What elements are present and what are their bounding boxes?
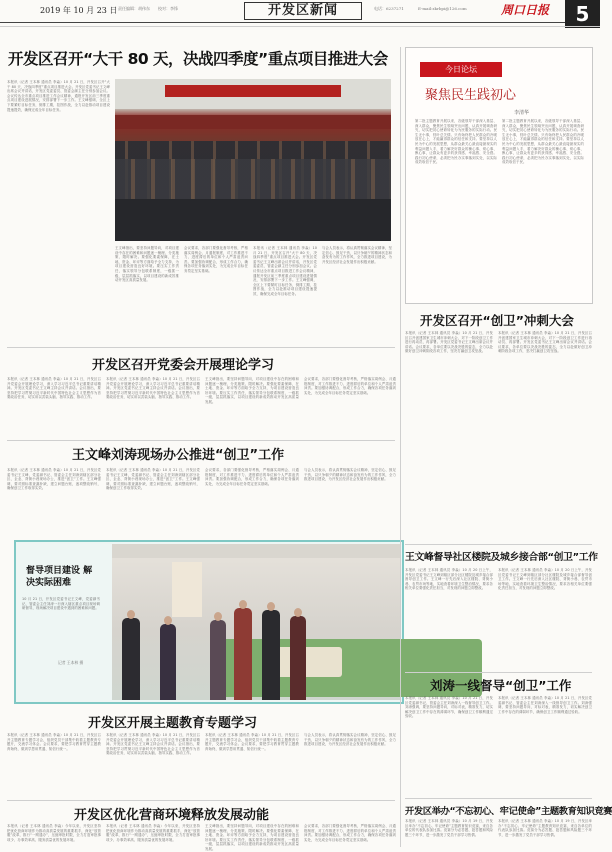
section-title: 开发区新闻 xyxy=(244,2,362,20)
business-environment-headline: 开发区优化营商环境释放发展动能 xyxy=(74,808,270,823)
theme-education-col3: 本报讯（记者 王本林 通讯员 李淼）10 月 21 日，开发区召开主题教育专题学习会，组织党员干部集中收看主题教育专题片，交流学习体会。会议要求，要把学习教育贯穿主题教育始终，做到学思用贯通、知信行统一。 xyxy=(205,733,299,751)
commentary-col2: 第二批主题教育开展以来，各级领导干部深入基层、深入群众，聚焦民生领域突出问题，认真开展调查研究，切实把初心使命转化为为民服务的实际行动。民生无小事，枝叶总关情。只有始终把人民群众的冷暖放在心上，才能赢得群众的信任和支持。要坚持以人民为中心的发展思想，从群众最关心最直接最现实的利益问题入手，着力解决好群众的操心事、烦心事、揪心事，让群众有更多的获得感、幸福感、安全感。践行初心使命，必须把为民办实事落到实处，以实际成效取信于民。 xyxy=(502,119,584,165)
onsite-office-col3: 会议要求，各部门要强化督导考核，严格落实周例会、月通报制度，对工作推进不力、进度滞后的单位和个人严肃追责问责。要加强协调配合，形成工作合力，确保各项任务落到实处，为完成全年目标任务奠定坚实基础。 xyxy=(205,468,299,486)
community-supervision-headline: 王文峰督导社区楼院及城乡接合部“创卫”工作 xyxy=(405,552,598,563)
party-study-col1: 本报讯（记者 王本林 通讯员 李淼）10 月 21 日，开发区召开党委会开展理论学习，深入学习习近平总书记重要讲话精神。开发区党委书记王文峰主持会议并讲话。会议指出，要坚持把学习贯彻习近平新时代中国特色社会主义思想作为首要政治任务，切实用以武装头脑、指导实践、推动工作。 xyxy=(7,377,101,400)
header-rule-thin xyxy=(0,26,600,27)
commentary-title: 聚焦民生践初心 xyxy=(425,88,517,103)
main-article-col5: 与会人员表示，将认真贯彻落实会议精神，坚定信心、鼓足干劲，以只争朝夕的精神状态和奋发有为的工作作风，全力推进项目建设，为开发区经济社会发展作出积极贡献。 xyxy=(322,246,392,264)
commentary-author: 李清华 xyxy=(514,110,530,116)
header-rule xyxy=(0,22,565,23)
knowledge-contest-headline: 开发区举办“不忘初心、牢记使命”主题教育知识竞赛 xyxy=(405,806,612,817)
liu-supervision-headline: 刘涛一线督导“创卫”工作 xyxy=(430,678,572,693)
community-supervision-col1: 本报讯（记者 王本林 通讯员 李淼）10 月 20 日上午，开发区党委书记王文峰到辖区部分社区楼院及城乡接合部督导创卫工作。王文峰一行先后深入社区楼院、背街小巷、农贸市场等地，实地查看环境卫生整治情况，要求各相关单位要强化责任担当，对发现的问题立即整改。 xyxy=(405,568,493,591)
commentary-col1: 第二批主题教育开展以来，各级领导干部深入基层、深入群众，聚焦民生领域突出问题，认真开展调查研究，切实把初心使命转化为为民服务的实际行动。民生无小事，枝叶总关情。只有始终把人民群众的冷暖放在心上，才能赢得群众的信任和支持。要坚持以人民为中心的发展思想，从群众最关心最直接最现实的利益问题入手，着力解决好群众的操心事、烦心事、揪心事，让群众有更多的获得感、幸福感、安全感。践行初心使命，必须把为民办实事落到实处，以实际成效取信于民。 xyxy=(415,119,497,165)
chuangwei-rally-col2: 本报讯（记者 王本林 通讯员 李淼）10 月 21 日，开发区召开创建国家卫生城市冲刺大会，对下一阶段创卫工作进行再动员、再部署。开发区党委书记王文峰出席会议并讲话。会议要求，各单位要以决战决胜的姿态，全力以赴做好创卫冲刺阶段各项工作，坚决打赢创卫攻坚战。 xyxy=(498,331,592,354)
business-environment-col1: 本报讯（记者 王本林 通讯员 李淼）今年以来，开发区坚持把优化营商环境作为推动高质量发展的重要抓手，深化“放管服”改革，推行“一网通办”，压缩审批时限，全力打造审批事项少、办事效率高、服务质量优的发展环境。 xyxy=(7,824,101,842)
divider xyxy=(7,440,395,441)
party-study-headline: 开发区召开党委会开展理论学习 xyxy=(92,358,275,373)
main-article-col1: 本报讯（记者 王本林 通讯员 李淼）10 月 21 日，开发区召开“大干 80 天，决战四季度”重点项目推进大会。开发区党委书记王文峰出席会议并讲话，开发区党委委员、管委会副主任分别参加会议。会议传达全市重点项目推进工作会议精神，通报开发区前三季度重点项目建设进展情况，安排部署下一步工作。王文峰强调，全区上下要紧盯目标任务，倒排工期，挂图作战，全力以赴推动项目建设提速提效，确保完成全年目标任务。 xyxy=(7,80,110,112)
photo-caption-title: 督导项目建设 解决实际困难 xyxy=(26,566,93,588)
main-article-col2: 王文峰指出，要坚持问题导向，对项目建设中存在的困难和问题逐一梳理、分类施策、限时解决。要强化要素保障，在土地、资金、环评等方面给予全力支持，为项目建设营造良好环境。要压实工作责任，落实领导分包联系制度，一级抓一级，层层抓落实，以项目建设的新成效推动开发区高质量发展。 xyxy=(115,246,179,283)
knowledge-contest-col1: 本报讯（记者 王本林 通讯员 李淼）10 月 19 日，开发区举办“不忘初心、牢记使命”主题教育知识竞赛，来自各单位的代表队参加比赛。竞赛分为必答题、抢答题和风险题三个环节，进一步激发了党员干部学习热情。 xyxy=(405,819,493,837)
phone-credit: 电话：6237271 xyxy=(374,6,404,11)
onsite-office-col1: 本报讯（记者 王本林 通讯员 李淼）10 月 21 日，开发区党委书记王文峰，党委副书记、管委会主任刘涛到辖区部分社区、企业、背街小巷现场办公，推进“创卫”工作。王文峰强调，要对照标准查漏补缺，建立问题台账，逐项整改销号，确保创卫工作取得实效。 xyxy=(7,468,101,491)
chuangwei-rally-headline: 开发区召开“创卫”冲刺大会 xyxy=(420,313,574,328)
onsite-office-headline: 王文峰刘涛现场办公推进“创卫”工作 xyxy=(72,448,285,463)
theme-education-col4: 与会人员表示，将认真贯彻落实会议精神，坚定信心、鼓足干劲，以只争朝夕的精神状态和奋发有为的工作作风，全力推进项目建设，为开发区经济社会发展作出积极贡献。 xyxy=(304,733,396,747)
community-supervision-col2: 本报讯（记者 王本林 通讯员 李淼）10 月 20 日上午，开发区党委书记王文峰到辖区部分社区楼院及城乡接合部督导创卫工作。王文峰一行先后深入社区楼院、背街小巷、农贸市场等地，实地查看环境卫生整治情况，要求各相关单位要强化责任担当，对发现的问题立即整改。 xyxy=(498,568,592,591)
divider xyxy=(405,544,592,545)
divider xyxy=(7,800,395,801)
onsite-office-col2: 本报讯（记者 王本林 通讯员 李淼）10 月 21 日，开发区党委书记王文峰，党委副书记、管委会主任刘涛到辖区部分社区、企业、背街小巷现场办公，推进“创卫”工作。王文峰强调，要对照标准查漏补缺，建立问题台账，逐项整改销号，确保创卫工作取得实效。 xyxy=(106,468,200,491)
business-environment-col4: 会议要求，各部门要强化督导考核，严格落实周例会、月通报制度，对工作推进不力、进度滞后的单位和个人严肃追责问责。要加强协调配合，形成工作合力，确保各项任务落到实处，为完成全年目标任务奠定坚实基础。 xyxy=(304,824,396,842)
party-study-col3: 王文峰指出，要坚持问题导向，对项目建设中存在的困难和问题逐一梳理、分类施策、限时解决。要强化要素保障，在土地、资金、环评等方面给予全力支持，为项目建设营造良好环境。要压实工作责任，落实领导分包联系制度，一级抓一级，层层抓落实，以项目建设的新成效推动开发区高质量发展。 xyxy=(205,377,299,404)
commentary-tag: 今日论坛 xyxy=(420,62,502,77)
email-credit: E-mail:zkrbpi@126.com xyxy=(418,6,467,11)
onsite-office-col4: 与会人员表示，将认真贯彻落实会议精神，坚定信心、鼓足干劲，以只争朝夕的精神状态和奋发有为的工作作风，全力推进项目建设，为开发区经济社会发展作出积极贡献。 xyxy=(304,468,396,482)
page-number: 5 xyxy=(565,0,600,28)
business-environment-col3: 王文峰指出，要坚持问题导向，对项目建设中存在的困难和问题逐一梳理、分类施策、限时解决。要强化要素保障，在土地、资金、环评等方面给予全力支持，为项目建设营造良好环境。要压实工作责任，落实领导分包联系制度，一级抓一级，层层抓落实，以项目建设的新成效推动开发区高质量发展。 xyxy=(205,824,299,851)
main-article-col3: 会议要求，各部门要强化督导考核，严格落实周例会、月通报制度，对工作推进不力、进度滞后的单位和个人严肃追责问责。要加强协调配合，形成工作合力，确保各项任务落到实处，为完成全年目标任务奠定坚实基础。 xyxy=(184,246,248,273)
issue-date: 2019 年 10 月 23 日 xyxy=(40,6,118,15)
divider xyxy=(7,347,395,348)
meeting-photo xyxy=(115,79,391,241)
party-study-col2: 本报讯（记者 王本林 通讯员 李淼）10 月 21 日，开发区召开党委会开展理论学习，深入学习习近平总书记重要讲话精神。开发区党委书记王文峰主持会议并讲话。会议指出，要坚持把学习贯彻习近平新时代中国特色社会主义思想作为首要政治任务，切实用以武装头脑、指导实践、推动工作。 xyxy=(106,377,200,400)
party-study-col4: 会议要求，各部门要强化督导考核，严格落实周例会、月通报制度，对工作推进不力、进度滞后的单位和个人严肃追责问责。要加强协调配合，形成工作合力，确保各项任务落到实处，为完成全年目标任务奠定坚实基础。 xyxy=(304,377,396,395)
main-headline: 开发区召开“大干 80 天，决战四季度”重点项目推进大会 xyxy=(8,50,388,68)
editor-credit: 责任编辑：胡伟东 xyxy=(118,6,150,11)
main-article-col4: 本报讯（记者 王本林 通讯员 李淼）10 月 21 日，开发区召开“大干 80 天，决战四季度”重点项目推进大会。开发区党委书记王文峰出席会议并讲话，开发区党委委员、管委会副主任分别参加会议。会议传达全市重点项目推进工作会议精神，通报开发区前三季度重点项目建设进展情况，安排部署下一步工作。王文峰强调，全区上下要紧盯目标任务，倒排工期，挂图作战，全力以赴推动项目建设提速提效，确保完成全年目标任务。 xyxy=(253,246,317,296)
column-divider xyxy=(400,47,401,847)
photo-caption-text: 10 月 21 日，开发区党委书记王文峰，党委副书记、管委会主任刘涛一行深入辖区重点项目现场调研督导，现场解决项目建设中遇到的困难和问题。 xyxy=(22,597,100,611)
newspaper-logo: 周口日报 xyxy=(501,3,550,17)
liu-supervision-col2: 本报讯（记者 王本林 通讯员 李淼）10 月 21 日，开发区党委副书记、管委会主任刘涛深入一线督导创卫工作。刘涛强调，要坚持问题导向，对标对表，精准发力，切实解决创卫工作中存在的薄弱环节，确保创卫工作顺利通过验收。 xyxy=(498,696,592,714)
theme-education-headline: 开发区开展主题教育专题学习 xyxy=(88,716,258,731)
theme-education-col1: 本报讯（记者 王本林 通讯员 李淼）10 月 21 日，开发区召开主题教育专题学习会，组织党员干部集中收看主题教育专题片，交流学习体会。会议要求，要把学习教育贯穿主题教育始终，做到学思用贯通、知信行统一。 xyxy=(7,733,101,751)
liu-supervision-col1: 本报讯（记者 王本林 通讯员 李淼）10 月 21 日，开发区党委副书记、管委会主任刘涛深入一线督导创卫工作。刘涛强调，要坚持问题导向，对标对表，精准发力，切实解决创卫工作中存在的薄弱环节，确保创卫工作顺利通过验收。 xyxy=(405,696,493,719)
divider xyxy=(405,672,592,673)
knowledge-contest-col2: 本报讯（记者 王本林 通讯员 李淼）10 月 19 日，开发区举办“不忘初心、牢记使命”主题教育知识竞赛，来自各单位的代表队参加比赛。竞赛分为必答题、抢答题和风险题三个环节，进一步激发了党员干部学习热情。 xyxy=(498,819,592,837)
chuangwei-rally-col1: 本报讯（记者 王本林 通讯员 李淼）10 月 21 日，开发区召开创建国家卫生城市冲刺大会，对下一阶段创卫工作进行再动员、再部署。开发区党委书记王文峰出席会议并讲话。会议要求，各单位要以决战决胜的姿态，全力以赴做好创卫冲刺阶段各项工作，坚决打赢创卫攻坚战。 xyxy=(405,331,493,354)
photo-byline: 记者 王本林 摄 xyxy=(58,660,84,665)
business-environment-col2: 本报讯（记者 王本林 通讯员 李淼）今年以来，开发区坚持把优化营商环境作为推动高质量发展的重要抓手，深化“放管服”改革，推行“一网通办”，压缩审批时限，全力打造审批事项少、办事效率高、服务质量优的发展环境。 xyxy=(106,824,200,842)
proofreader-credit: 校对：李锋 xyxy=(158,6,178,11)
divider xyxy=(405,798,592,799)
theme-education-col2: 本报讯（记者 王本林 通讯员 李淼）10 月 21 日，开发区召开党委会开展理论学习，深入学习习近平总书记重要讲话精神。开发区党委书记王文峰主持会议并讲话。会议指出，要坚持把学习贯彻习近平新时代中国特色社会主义思想作为首要政治任务，切实用以武装头脑、指导实践、推动工作。 xyxy=(106,733,200,756)
